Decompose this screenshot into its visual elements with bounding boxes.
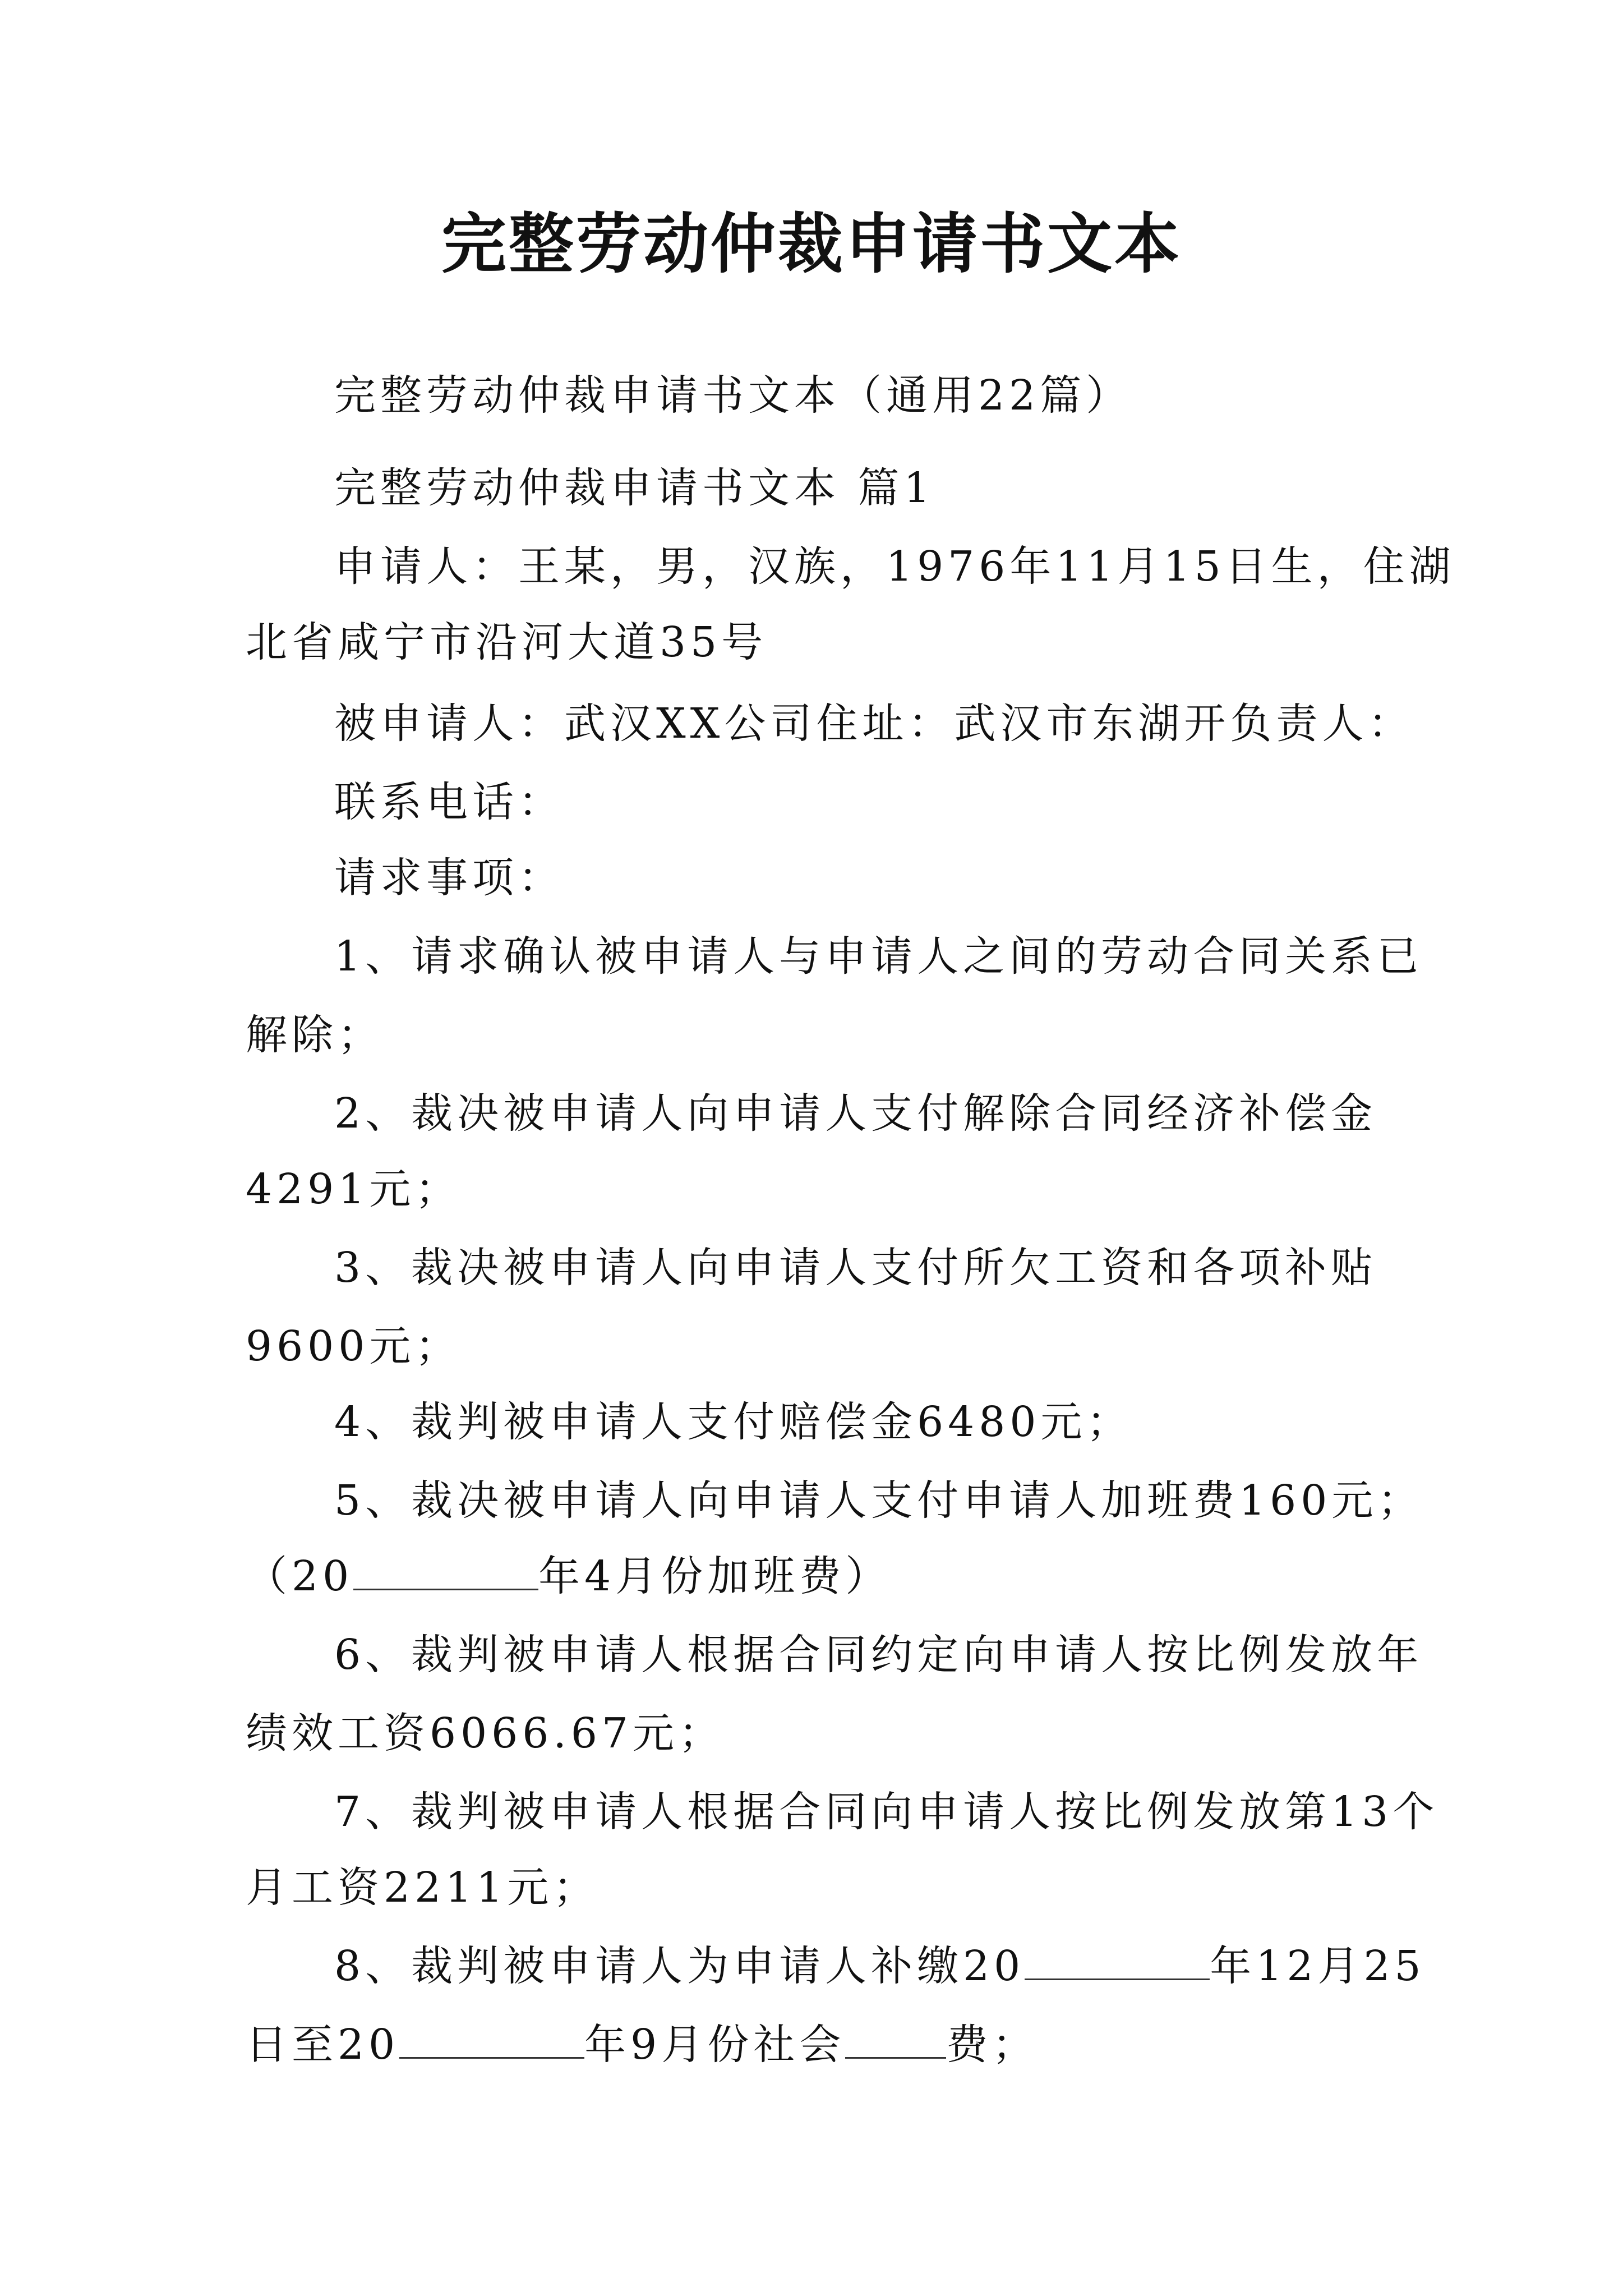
request-item-2-line-2: 4291元；	[246, 1165, 462, 1213]
item-5-text-end: 年4月份加班费）	[538, 1552, 892, 1600]
request-item-5-line-1: 5、裁决被申请人向申请人支付申请人加班费160元；	[334, 1476, 1424, 1525]
respondent-line: 被申请人：武汉XX公司住址：武汉市东湖开负责人：	[334, 700, 1414, 748]
request-item-1-line-2: 解除；	[246, 1011, 384, 1059]
request-item-3-line-1: 3、裁决被申请人向申请人支付所欠工资和各项补贴	[334, 1244, 1377, 1292]
item-8-line-2-middle: 年9月份社会	[584, 2021, 846, 2069]
item-5-text-start: （20	[246, 1552, 354, 1600]
fill-in-blank	[1025, 1939, 1210, 1980]
applicant-line-2: 北省咸宁市沿河大道35号	[246, 618, 768, 666]
item-8-line-2-start: 日至20	[246, 2021, 400, 2069]
request-item-5-line-2	[246, 1545, 891, 1607]
request-item-7-line-1: 7、裁判被申请人根据合同向申请人按比例发放第13个	[334, 1788, 1439, 1836]
request-item-4: 4、裁判被申请人支付赔偿金6480元；	[334, 1398, 1133, 1446]
request-item-6-line-1: 6、裁判被申请人根据合同约定向申请人按比例发放年	[334, 1631, 1423, 1679]
fill-in-blank	[353, 1549, 538, 1590]
section-heading: 完整劳动仲裁申请书文本 篇1	[334, 464, 935, 512]
applicant-line-1: 申请人：王某，男，汉族，1976年11月15日生，住湖	[334, 542, 1455, 591]
item-8-text-end: 年12月25	[1210, 1942, 1426, 1990]
request-item-1-line-1: 1、请求确认被申请人与申请人之间的劳动合同关系已	[334, 932, 1423, 981]
fill-in-blank	[399, 2018, 584, 2059]
request-item-8-line-1	[334, 1935, 1426, 1997]
subtitle: 完整劳动仲裁申请书文本（通用22篇）	[334, 371, 1132, 420]
request-item-7-line-2: 月工资2211元；	[246, 1864, 600, 1912]
request-item-8-line-2	[246, 2014, 1038, 2076]
phone-line: 联系电话：	[334, 778, 564, 826]
fill-in-blank	[845, 2018, 946, 2059]
request-item-2-line-1: 2、裁决被申请人向申请人支付解除合同经济补偿金	[334, 1089, 1377, 1138]
document-title: 完整劳动仲裁申请书文本	[441, 206, 1182, 282]
item-8-line-2-end: 费；	[946, 2021, 1039, 2069]
request-heading: 请求事项：	[334, 854, 564, 902]
request-item-3-line-2: 9600元；	[246, 1322, 462, 1370]
request-item-6-line-2: 绩效工资6066.67元；	[246, 1709, 725, 1757]
item-8-text-start: 8、裁判被申请人为申请人补缴20	[334, 1942, 1025, 1990]
